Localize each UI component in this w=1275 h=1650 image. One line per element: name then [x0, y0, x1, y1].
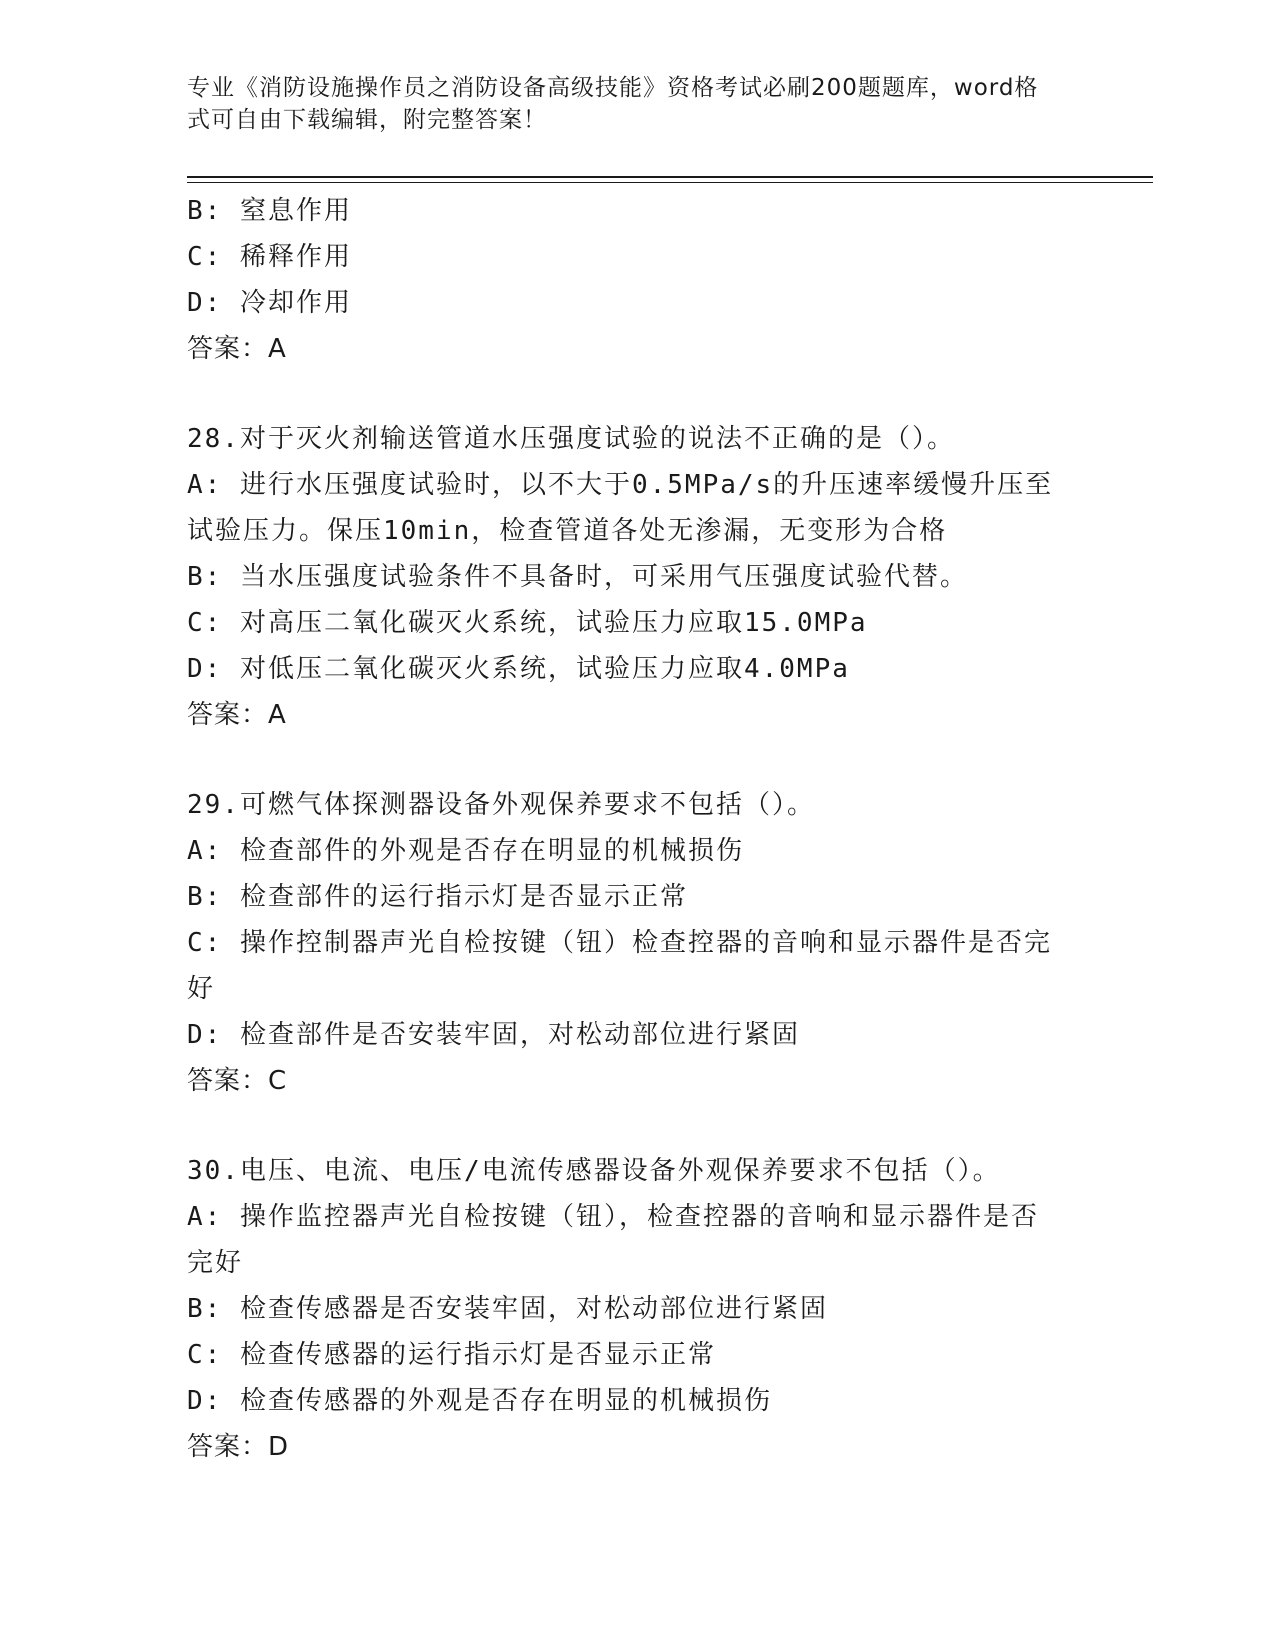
option-d: D: 检查部件是否安装牢固，对松动部位进行紧固	[187, 1020, 800, 1050]
question-title: 30.电压、电流、电压/电流传感器设备外观保养要求不包括（）。	[187, 1156, 1001, 1186]
option-a-continued: 完好	[187, 1248, 244, 1278]
option-d: D: 检查传感器的外观是否存在明显的机械损伤	[187, 1386, 772, 1416]
option-c-continued: 好	[187, 974, 216, 1004]
question-30	[187, 1148, 1087, 1470]
option-b: B: 检查传感器是否安装牢固，对松动部位进行紧固	[187, 1294, 828, 1324]
question-29	[187, 782, 1087, 1104]
option-c: C: 稀释作用	[187, 242, 352, 272]
option-c: C: 对高压二氧化碳灭火系统，试验压力应取15.0MPa	[187, 608, 868, 638]
option-d: D: 冷却作用	[187, 288, 352, 318]
header-divider-thin	[187, 182, 1153, 183]
option-b: B: 检查部件的运行指示灯是否显示正常	[187, 882, 688, 912]
answer-line: 答案：A	[187, 334, 287, 364]
answer-line: 答案：D	[187, 1432, 290, 1462]
header-line-2: 式可自由下载编辑，附完整答案！	[187, 107, 547, 133]
option-c: C: 操作控制器声光自检按键（钮）检查控器的音响和显示器件是否完	[187, 928, 1052, 958]
question-title: 28.对于灭火剂输送管道水压强度试验的说法不正确的是（）。	[187, 424, 955, 454]
question-27-tail	[187, 188, 1087, 372]
header-line-1: 专业《消防设施操作员之消防设备高级技能》资格考试必刷200题题库，word格	[187, 75, 1039, 101]
option-b: B: 当水压强度试验条件不具备时，可采用气压强度试验代替。	[187, 562, 968, 592]
question-list	[187, 188, 1087, 1470]
option-c: C: 检查传感器的运行指示灯是否显示正常	[187, 1340, 716, 1370]
question-title: 29.可燃气体探测器设备外观保养要求不包括（）。	[187, 790, 815, 820]
header-divider-thick	[187, 176, 1153, 178]
question-28	[187, 416, 1087, 738]
option-a: A: 操作监控器声光自检按键（钮），检查控器的音响和显示器件是否	[187, 1202, 1039, 1232]
answer-line: 答案：C	[187, 1066, 288, 1096]
option-b: B: 窒息作用	[187, 196, 352, 226]
option-a: A: 进行水压强度试验时，以不大于0.5MPa/s的升压速率缓慢升压至	[187, 470, 1054, 500]
option-a: A: 检查部件的外观是否存在明显的机械损伤	[187, 836, 744, 866]
option-a-continued: 试验压力。保压10min，检查管道各处无渗漏，无变形为合格	[187, 516, 948, 546]
answer-line: 答案：A	[187, 700, 287, 730]
document-header	[187, 72, 1087, 136]
option-d: D: 对低压二氧化碳灭火系统，试验压力应取4.0MPa	[187, 654, 850, 684]
